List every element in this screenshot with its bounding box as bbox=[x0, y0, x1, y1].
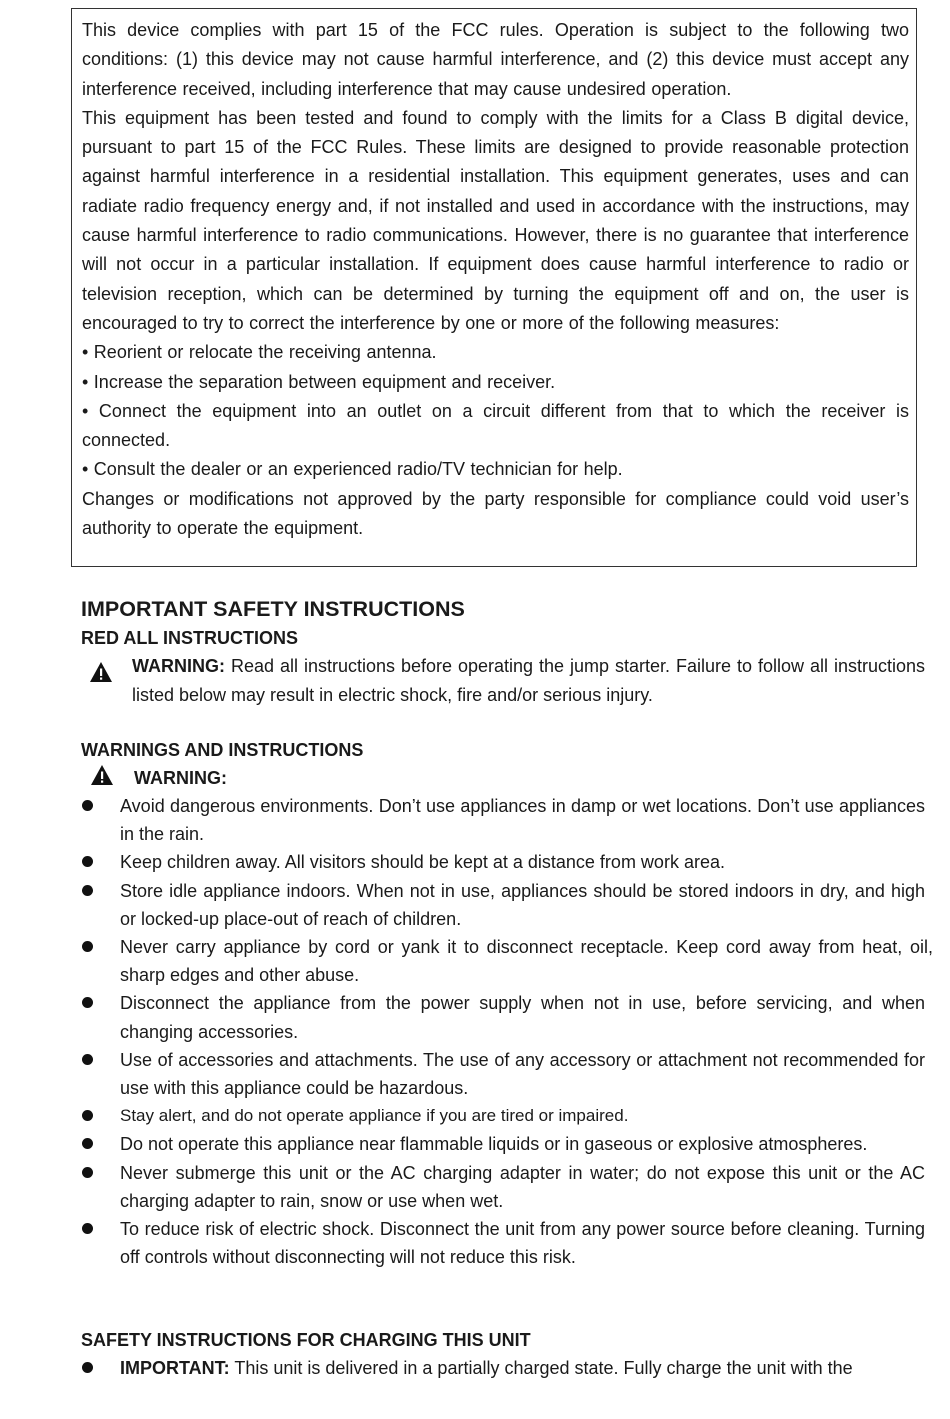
fcc-measure-2: • Increase the separation between equipment and receiver. bbox=[82, 371, 556, 392]
list-item: Never carry appliance by cord or yank it to disconnect receptacle. Keep cord away from heat, oil, sharp edges and other abuse. bbox=[81, 933, 933, 989]
warnings-list bbox=[81, 792, 933, 1271]
list-item: Do not operate this appliance near flammable liquids or in gaseous or explosive atmospheres. bbox=[81, 1130, 925, 1158]
bullet-dot-icon bbox=[82, 1223, 93, 1234]
fcc-measure-4: • Consult the dealer or an experienced radio/TV technician for help. bbox=[82, 459, 623, 480]
fcc-notice-box bbox=[71, 8, 917, 567]
warnings-label: WARNING: bbox=[134, 768, 227, 788]
safety-subtitle: RED ALL INSTRUCTIONS bbox=[81, 628, 299, 648]
list-item: Stay alert, and do not operate appliance if you are tired or impaired. bbox=[81, 1102, 925, 1130]
list-item: IMPORTANT: This unit is delivered in a partially charged state. Fully charge the unit with the bbox=[81, 1354, 925, 1382]
bullet-dot-icon bbox=[82, 941, 93, 952]
bullet-dot-icon bbox=[82, 1054, 93, 1065]
list-item: Use of accessories and attachments. The use of any accessory or attachment not recommended for use with this appliance could be hazardous. bbox=[81, 1046, 925, 1102]
charging-important-label: IMPORTANT: bbox=[120, 1358, 230, 1378]
list-item: Disconnect the appliance from the power supply when not in use, before servicing, and when changing accessories. bbox=[81, 989, 925, 1045]
fcc-paragraph-2: This equipment has been tested and found to comply with the limits for a Class B digital device, pursuant to part 15 of the FCC Rules. These limits are designed to provide reasonable protection against harmful interference in a residential installation. This equipment generates, uses and can radiate radio frequency energy and, if not installed and used in accordance with the instructions, may cause harmful interference to radio communications. However, there is no guarantee that interference will not occur in a particular installation. If equipment does cause harmful interference to radio or television reception, which can be determined by turning the equipment off and on, the user is encouraged to try to correct the interference by one or more of the following measures: bbox=[82, 107, 909, 333]
list-item: Avoid dangerous environments. Don’t use appliances in damp or wet locations. Don’t use appliances in the rain. bbox=[81, 792, 925, 848]
fcc-measure-1: • Reorient or relocate the receiving antenna. bbox=[82, 342, 437, 363]
bullet-dot-icon bbox=[82, 800, 93, 811]
charging-heading: SAFETY INSTRUCTIONS FOR CHARGING THIS UNIT bbox=[81, 1330, 531, 1350]
bullet-dot-icon bbox=[82, 1167, 93, 1178]
bullet-dot-icon bbox=[82, 885, 93, 896]
fcc-measure-3: • Connect the equipment into an outlet on a circuit different from that to which the receiver is connected. bbox=[82, 400, 909, 451]
safety-warning-label: WARNING: bbox=[132, 656, 225, 676]
bullet-dot-icon bbox=[82, 1110, 93, 1121]
list-item: Never submerge this unit or the AC charging adapter in water; do not expose this unit or the AC charging adapter to rain, snow or use when wet. bbox=[81, 1159, 925, 1215]
safety-warning-body: Read all instructions before operating the jump starter. Failure to follow all instructions listed below may result in electric shock, fire and/or serious injury. bbox=[132, 656, 925, 705]
bullet-dot-icon bbox=[82, 1138, 93, 1149]
bullet-dot-icon bbox=[82, 997, 93, 1008]
safety-title: IMPORTANT SAFETY INSTRUCTIONS bbox=[81, 597, 465, 621]
list-item: To reduce risk of electric shock. Disconnect the unit from any power source before cleaning. Turning off controls without disconnecting will not reduce this risk. bbox=[81, 1215, 925, 1271]
warning-triangle-icon bbox=[90, 764, 114, 786]
list-item: Keep children away. All visitors should be kept at a distance from work area. bbox=[81, 848, 925, 876]
bullet-dot-icon bbox=[82, 856, 93, 867]
fcc-paragraph-1: This device complies with part 15 of the FCC rules. Operation is subject to the following two conditions: (1) this device may not cause harmful interference, and (2) this device must accept any interference received, including interference that may cause undesired operation. bbox=[82, 20, 909, 99]
safety-warning-text bbox=[132, 652, 925, 709]
fcc-paragraph-3: Changes or modifications not approved by the party responsible for compliance could void user’s authority to operate the equipment. bbox=[82, 488, 909, 539]
list-item: Store idle appliance indoors. When not in use, appliances should be stored indoors in dry, and high or locked-up place-out of reach of children. bbox=[81, 877, 925, 933]
charging-list bbox=[81, 1354, 925, 1382]
bullet-dot-icon bbox=[82, 1362, 93, 1373]
warning-triangle-icon bbox=[89, 661, 113, 683]
warnings-heading: WARNINGS AND INSTRUCTIONS bbox=[81, 740, 364, 760]
